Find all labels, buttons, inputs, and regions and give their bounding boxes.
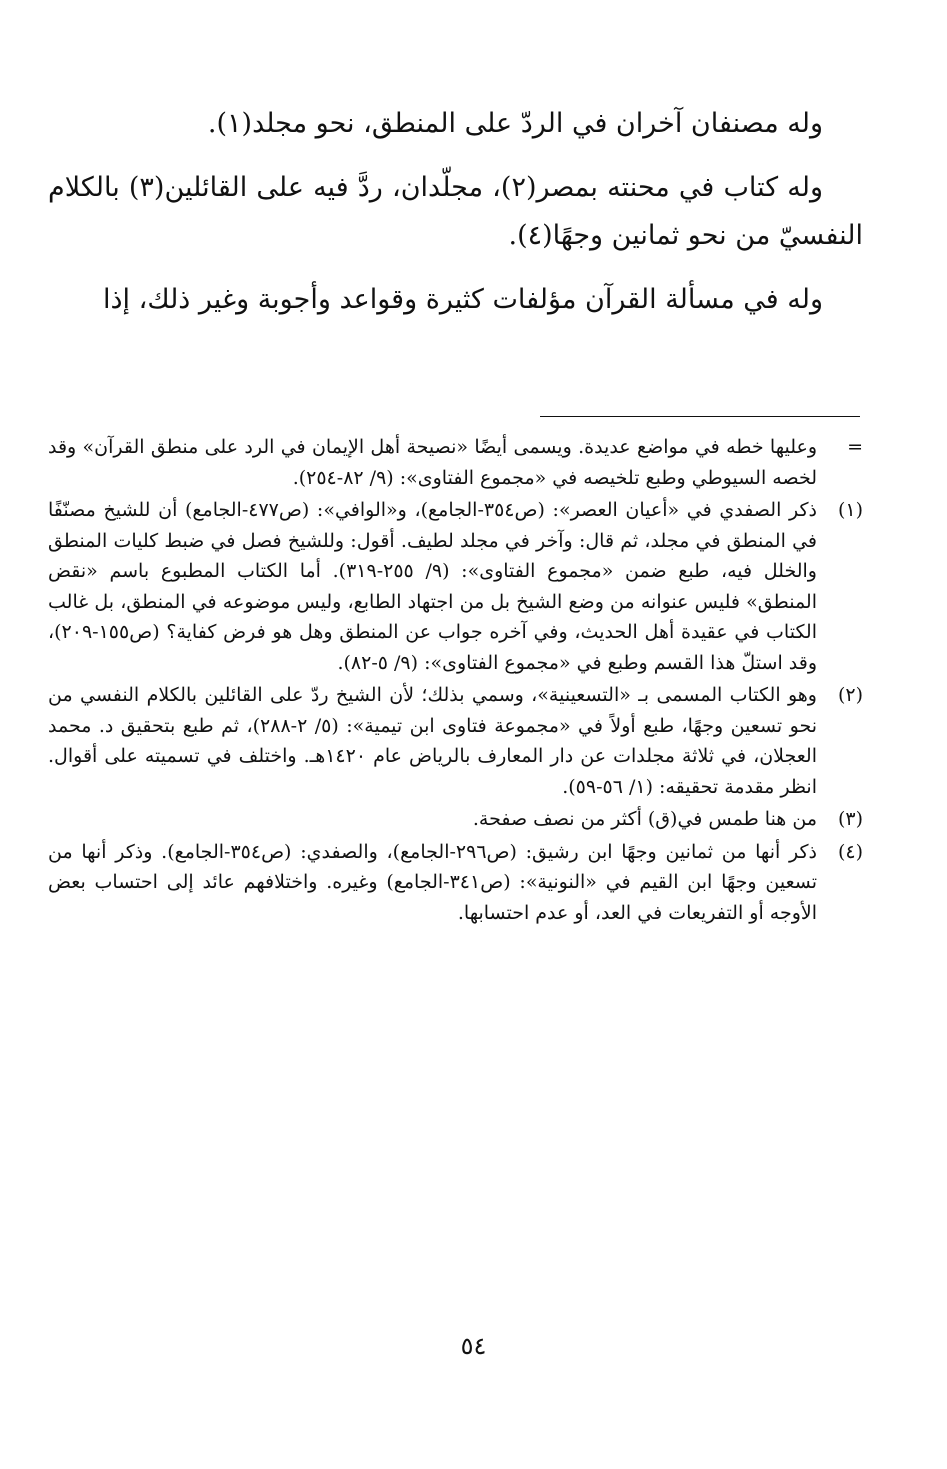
- paragraph: وله في مسألة القرآن مؤلفات كثيرة وقواعد وأجوبة وغير ذلك، إذا: [103, 284, 823, 315]
- footnote-2: [48, 680, 863, 802]
- footnote-text: وهو الكتاب المسمى بـ «التسعينية»، وسمي بذلك؛ لأن الشيخ ردّ على القائلين بالكلام النفسي من نحو تسعين وجهًا، طبع أولاً في «مجموعة فتاوى ابن تيمية»: (٥/ ٢-٢٨٨)، ثم طبع بتحقيق د. محمد العجلان، في ثلاثة مجلدات عن دار المعارف بالرياض عام ١٤٢٠هـ. واختلف في تسميته على أقوال. انظر مقدمة تحقيقه: (١/ ٥٦-٥٩).: [48, 684, 818, 798]
- footnote-text: من هنا طمس في(ق) أكثر من نصف صفحة.: [472, 808, 817, 830]
- footnote-marker: (٤): [837, 840, 863, 863]
- main-text: [48, 100, 863, 340]
- footnote-marker: (١): [837, 499, 863, 521]
- footnote-text: ذكر أنها من ثمانين وجهًا ابن رشيق: (ص٢٩٦-الجامع)، والصفدي: (ص٣٥٤-الجامع). وذكر أنها من تسعين وجهًا ابن القيم في «النونية»: (ص٣٤١-الجامع) وغيره. واختلافهم عائد إلى احتساب بعض الأوجه أو التفريعات في العد، أو عدم احتسابها.: [48, 840, 818, 924]
- footnote-text: ذكر الصفدي في «أعيان العصر»: (ص٣٥٤-الجامع)، و«الوافي»: (ص٤٧٧-الجامع) أن للشيخ مصنّفًا في المنطق في مجلد، ثم قال: وآخر في مجلد لطيف. أقول: وللشيخ فصل في ضبط كليات المنطق والخلل فيه، طبع ضمن «مجموع الفتاوى»: (٩/ ٢٥٥-٣١٩). أما الكتاب المطبوع باسم «نقض المنطق» فليس عنوانه من وضع الشيخ بل من اجتهاد الطابع، وليس موضوعه في المنطق، بل غالب الكتاب في عقيدة أهل الحديث، وفي آخره جواب عن المنطق وهل هو فرض كفاية؟ (ص١٥٥-٢٠٩)، وقد استلّ هذا القسم وطبع في «مجموع الفتاوى»: (٩/ ٥-٨٢).: [48, 499, 817, 674]
- page-number: ٥٤: [460, 1332, 487, 1360]
- footnote-marker: (٣): [837, 808, 863, 830]
- footnote-marker: =: [847, 436, 863, 458]
- footnote-separator: [540, 416, 860, 417]
- footnote-continuation: [48, 432, 863, 493]
- paragraph: وله كتاب في محنته بمصر(٢)، مجلّدان، ردَّ فيه على القائلين(٣) بالكلام النفسيّ من نحو ثمانين وجهًا(٤).: [48, 172, 863, 251]
- footnote-4: [48, 837, 863, 929]
- footnote-text: وعليها خطه في مواضع عديدة. ويسمى أيضًا «نصيحة أهل الإيمان في الرد على منطق القرآن» وقد لخصه السيوطي وطبع تلخيصه في «مجموع الفتاوى»: (٩/ ٨٢-٢٥٤).: [48, 436, 817, 489]
- footnote-3: [48, 804, 863, 835]
- footnotes: [48, 432, 863, 930]
- footnote-marker: (٢): [837, 684, 863, 706]
- footnote-1: [48, 495, 863, 678]
- paragraph: وله مصنفان آخران في الردّ على المنطق، نحو مجلد(١).: [207, 108, 823, 139]
